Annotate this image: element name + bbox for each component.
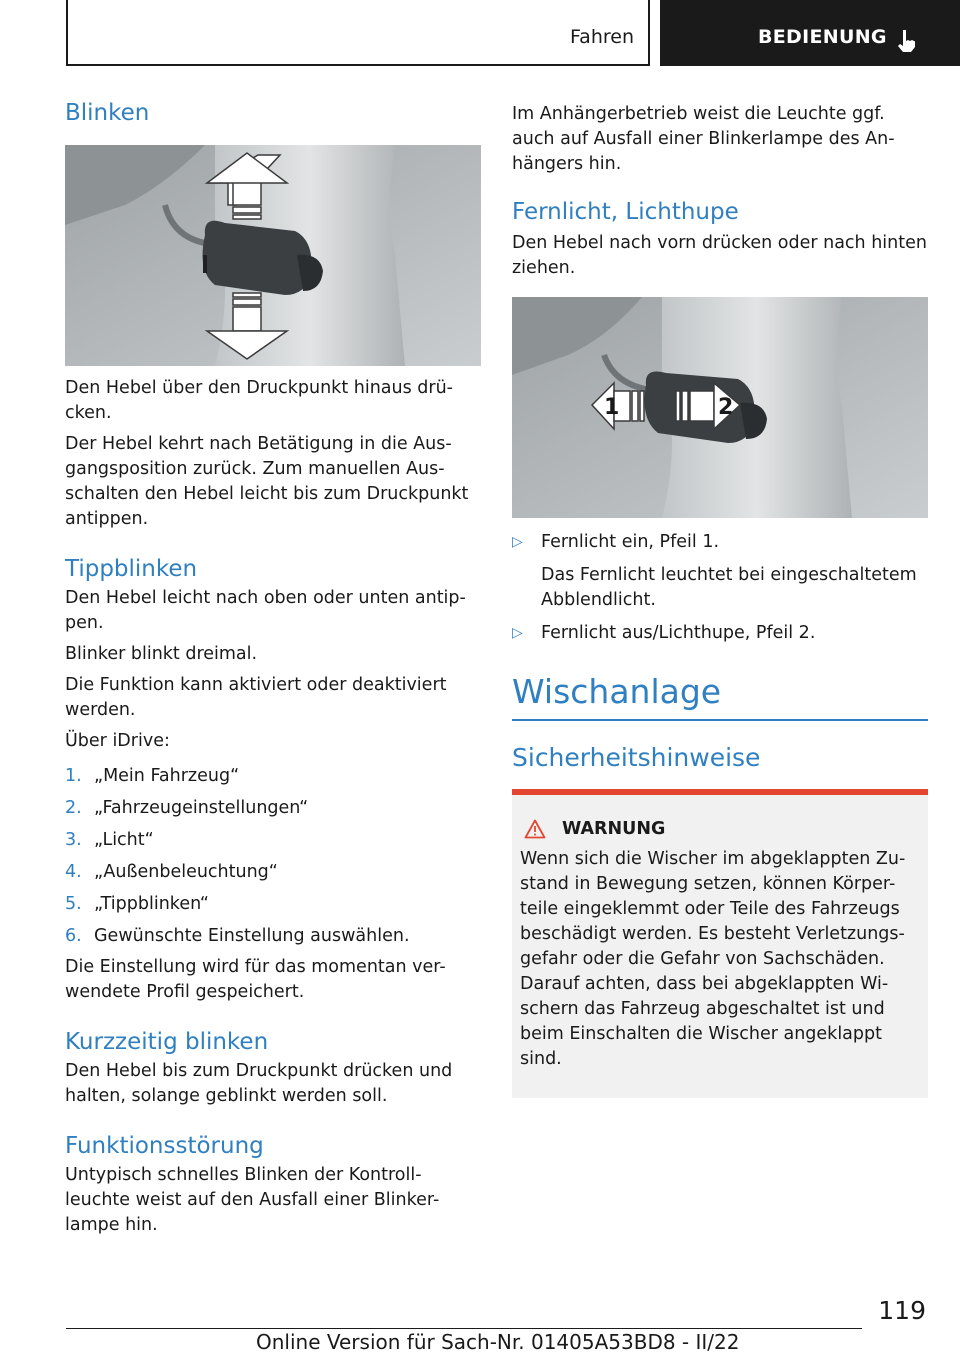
text-stoer-1: Untypisch schnelles Blinken der Kontroll-leuchte weist auf den Ausfall einer Blinker-lampe hin. (65, 1165, 440, 1235)
header-section-box (660, 0, 960, 66)
bullet-triangle-icon: ▷ (512, 625, 523, 641)
header-chapter: Fahren (570, 26, 634, 48)
figure-label-arrow-2: 2 (718, 395, 734, 420)
figure-high-beam-lever (512, 297, 928, 518)
warning-label: WARNUNG (562, 819, 666, 839)
heading-wischanlage: Wischanlage (512, 671, 928, 721)
text-tipp-1: Den Hebel leicht nach oben oder unten antip-pen. (65, 588, 466, 633)
text-kurz-1: Den Hebel bis zum Druckpunkt drücken und halten, solange geblinkt werden soll. (65, 1061, 453, 1106)
list-item: ▷ Fernlicht aus/Lichthupe, Pfeil 2. (512, 621, 928, 646)
list-item: 3. „Licht“ (65, 830, 154, 850)
heading-kurzzeitig: Kurzzeitig blinken (65, 1029, 269, 1055)
warning-triangle-icon (524, 819, 546, 839)
high-beam-list (512, 530, 928, 646)
list-item: 4. „Außenbeleuchtung“ (65, 862, 278, 882)
bullet-triangle-icon: ▷ (512, 534, 523, 550)
figure-turn-signal-lever (65, 145, 481, 366)
footer-online-version: Online Version für Sach-Nr. 01405A53BD8 - II/22 (256, 1330, 740, 1354)
text-tipp-3: Die Funktion kann aktiviert oder deaktiviert werden. (65, 675, 447, 720)
heading-blinken: Blinken (65, 100, 150, 126)
page-number: 119 (878, 1296, 926, 1325)
text-blinken-1: Den Hebel über den Druckpunkt hinaus drü-cken. (65, 378, 453, 423)
list-item: 5. „Tippblinken“ (65, 894, 209, 914)
footer-rule (66, 1328, 862, 1329)
list-item: ▷ Fernlicht ein, Pfeil 1. Das Fernlicht leuchtet bei eingeschaltetem Abblendlicht. (512, 532, 917, 610)
text-blinken-2: Der Hebel kehrt nach Betätigung in die Aus-gangsposition zurück. Zum manuellen Aus-schalten den Hebel leicht bis zum Druckpunkt antippen. (65, 434, 469, 529)
figure-label-arrow-1: 1 (604, 395, 620, 420)
text-anhaenger: Im Anhängerbetrieb weist die Leuchte ggf. auch auf Ausfall einer Blinkerlampe des An-hängers hin. (512, 104, 895, 174)
header-section: BEDIENUNG (758, 26, 887, 48)
right-column (512, 98, 928, 1098)
list-item: 1. „Mein Fahrzeug“ (65, 766, 240, 786)
text-tipp-5: Die Einstellung wird für das momentan ver-wendete Profil gespeichert. (65, 957, 446, 1002)
text-tipp-2: Blinker blinkt dreimal. (65, 644, 258, 664)
header-chapter-box (66, 0, 650, 66)
idrive-steps-list (65, 764, 481, 949)
heading-tippblinken: Tippblinken (65, 556, 198, 582)
left-column (65, 98, 481, 1238)
warning-text: Wenn sich die Wischer im abgeklappten Zu-stand in Bewegung setzen, können Körper-teile eingeklemmt oder Teile des Fahrzeugs beschädigt werden. Es besteht Verletzungs-gefahr oder die Gefahr von Sachschäden. Darauf achten, dass bei abgeklappten Wi-schern das Fahrzeug abgeschaltet ist und beim Einschalten die Wischer angeklappt sind. (520, 849, 906, 1069)
heading-sicherheitshinweise: Sicherheitshinweise (512, 743, 761, 772)
list-item: 2. „Fahrzeugeinstellungen“ (65, 798, 309, 818)
text-fernlicht-1: Den Hebel nach vorn drücken oder nach hinten ziehen. (512, 233, 927, 278)
warning-box (512, 789, 928, 1098)
heading-funktionsstoerung: Funktionsstörung (65, 1133, 264, 1159)
text-tipp-4: Über iDrive: (65, 731, 170, 751)
pointing-hand-icon (894, 28, 920, 54)
list-item: 6. Gewünschte Einstellung auswählen. (65, 926, 410, 946)
heading-fernlicht: Fernlicht, Lichthupe (512, 199, 739, 225)
